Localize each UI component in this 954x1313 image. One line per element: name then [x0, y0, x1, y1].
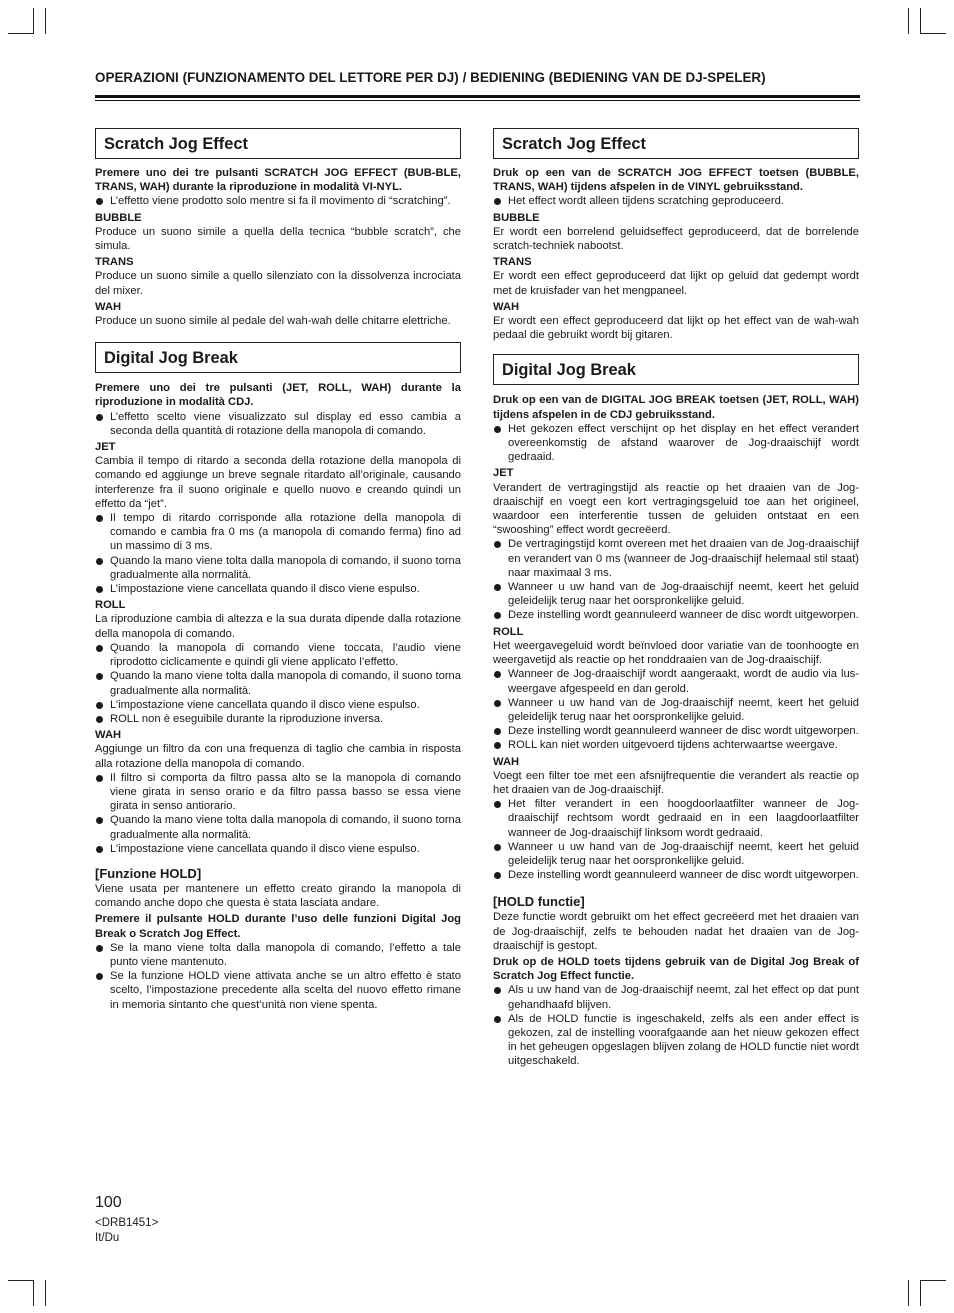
instruction-text: Druk op een van de DIGITAL JOG BREAK toetsen (JET, ROLL, WAH) tijdens afspelen in de CDJ gebruiksstand. [493, 394, 859, 421]
section-title-digital-jog-break: Digital Jog Break [95, 342, 461, 373]
body-text: Produce un suono simile al pedale del wah-wah delle chitarre elettriche. [95, 315, 451, 328]
subheading-roll: ROLL [493, 625, 524, 638]
body-text: Deze functie wordt gebruikt om het effect gecreëerd met het draaien van de Jog-draaischijf, zelfs te behouden nadat het draaien van de Jog-draaischijf is gestopt. [493, 911, 859, 952]
page-number: 100 [95, 1194, 122, 1211]
body-text: Er wordt een effect geproduceerd dat lijkt op geluid dat gedempt wordt met de kruisfader van het mengpaneel. [493, 270, 859, 297]
bullet-item: L’impostazione viene cancellata quando il disco viene espulso. [95, 698, 461, 712]
instruction-text: Druk op een van de SCRATCH JOG EFFECT toetsen (BUBBLE, TRANS, WAH) tijdens afspelen in de VINYL gebruiksstand. [493, 167, 859, 194]
crop-mark [920, 1280, 946, 1281]
subheading-trans: TRANS [493, 256, 532, 269]
subheading-wah: WAH [95, 300, 122, 313]
bullet-item: Il filtro si comporta da filtro passa alto se la manopola di comando viene girata in senso orario e da filtro passa basso se essa viene girata in senso antiorario. [95, 771, 461, 814]
body-text: Er wordt een effect geproduceerd dat lijkt op het effect van de wah-wah pedaal die gebruikt wordt bij gitaren. [493, 315, 859, 342]
bullet-item: Deze instelling wordt geannuleerd wanneer de disc wordt uitgeworpen. [493, 868, 859, 882]
subheading-roll: ROLL [95, 599, 126, 612]
subheading-bubble: BUBBLE [493, 211, 540, 224]
crop-mark [908, 8, 909, 34]
bullet-item: Quando la mano viene tolta dalla manopola di comando, il suono torna gradualmente alla normalità. [95, 669, 461, 697]
instruction-text: Premere uno dei tre pulsanti (JET, ROLL, WAH) durante la riproduzione in modalità CDJ. [95, 382, 461, 409]
subheading-jet: JET [493, 467, 514, 480]
crop-mark [45, 1280, 46, 1306]
subheading-bubble: BUBBLE [95, 211, 142, 224]
subheading-trans: TRANS [95, 256, 134, 269]
subheading-wah: WAH [493, 300, 520, 313]
bullet-item: Deze instelling wordt geannuleerd wanneer de disc wordt uitgeworpen. [493, 724, 859, 738]
header-rule-thin [95, 100, 860, 101]
body-text: Voegt een filter toe met een afsnijfrequentie die verandert als reactie op het draaien van de Jog-draaischijf. [493, 769, 859, 796]
crop-mark [33, 8, 34, 34]
header-rule-thick [95, 95, 860, 98]
bullet-item: Deze instelling wordt geannuleerd wanneer de disc wordt uitgeworpen. [493, 608, 859, 622]
bullet-item: Als u uw hand van de Jog-draaischijf neemt, zal het effect op dat punt gehandhaafd blijven. [493, 983, 859, 1011]
bullet-item: L’impostazione viene cancellata quando il disco viene espulso. [95, 582, 461, 596]
crop-mark [45, 8, 46, 34]
crop-mark [33, 1280, 34, 1306]
bullet-item: De vertragingstijd komt overeen met het draaien van de Jog-draaischijf en verandert van 0 ms (wanneer de Jog-draaischijf helemaal stil staat) naar maximaal 3 ms. [493, 537, 859, 580]
section-title-scratch-jog-effect: Scratch Jog Effect [95, 128, 461, 159]
bullet-item: Il tempo di ritardo corrisponde alla rotazione della manopola di comando e cambia fra 0 ms (a manopola di comando ferma) fino ad un massimo di 3 ms. [95, 511, 461, 554]
section-title-digital-jog-break: Digital Jog Break [493, 354, 859, 385]
crop-mark [920, 8, 921, 34]
bullet-item: Quando la manopola di comando viene toccata, l’audio viene riprodotto ciclicamente e quindi gli viene applicato l’effetto. [95, 641, 461, 669]
body-text: Cambia il tempo di ritardo a seconda della rotazione della manopola di comando ed aggiunge un breve segnale ritardato all’originale, causando interferenze fra il suono originale e quello nuovo e creando quindi un effetto da “jet”. [95, 455, 461, 510]
crop-mark [920, 1280, 921, 1306]
bullet-item: Se la funzione HOLD viene attivata anche se un altro effetto è stato scelto, l’impostazione precedente alla scelta del nuovo effetto rimane in memoria sintanto che quest’unità non viene spenta. [95, 969, 461, 1012]
document-code [95, 1216, 158, 1246]
body-text: Verandert de vertragingstijd als reactie op het draaien van de Jog-draaischijf en voegt een kort vertragingsgeluid toe aan het origineel, waardoor een interferentie tussen de geluiden ontstaat en een “swooshing” effect wordt gecreëerd. [493, 481, 859, 537]
bullet-item: Quando la mano viene tolta dalla manopola di comando, il suono torna gradualmente alla normalità. [95, 813, 461, 841]
crop-mark [8, 33, 34, 34]
subheading-wah: WAH [493, 755, 520, 768]
column-dutch [493, 128, 859, 1069]
crop-mark [8, 1280, 34, 1281]
bullet-item: Als de HOLD functie is ingeschakeld, zelfs als een ander effect is gekozen, zal de instelling voorafgaande aan het nieuw gekozen effect in het geheugen opgeslagen blijven zolang de HOLD functie niet wordt uitgeschakeld. [493, 1012, 859, 1069]
instruction-text: Premere uno dei tre pulsanti SCRATCH JOG EFFECT (BUB-BLE, TRANS, WAH) durante la riproduzione in modalità VI-NYL. [95, 167, 461, 194]
subheading-wah: WAH [95, 729, 122, 742]
document-model-code: <DRB1451> [95, 1217, 159, 1229]
body-text: Aggiunge un filtro da con una frequenza di taglio che cambia in risposta alla rotazione della manopola di comando. [95, 743, 461, 770]
bullet-item: Het gekozen effect verschijnt op het display en het effect verandert overeenkomstig de afstand waarover de Jog-draaischijf wordt gedraaid. [493, 422, 859, 465]
bullet-item: Wanneer u uw hand van de Jog-draaischijf neemt, keert het geluid geleidelijk terug naar het oorspronkelijke geluid. [493, 696, 859, 724]
bullet-item: Het effect wordt alleen tijdens scratching geproduceerd. [493, 194, 859, 208]
language-code: It/Du [95, 1232, 120, 1244]
crop-mark [920, 33, 946, 34]
bullet-item: Se la mano viene tolta dalla manopola di comando, l’effetto a tale punto viene mantenuto. [95, 941, 461, 969]
subheading-hold-function: [Funzione HOLD] [95, 865, 202, 881]
page-header-title: OPERAZIONI (FUNZIONAMENTO DEL LETTORE PER DJ) / BEDIENING (BEDIENING VAN DE DJ-SPELER) [95, 70, 766, 85]
body-text: La riproduzione cambia di altezza e la sua durata dipende dalla rotazione della manopola di comando. [95, 613, 461, 640]
bullet-item: Wanneer u uw hand van de Jog-draaischijf neemt, keert het geluid geleidelijk terug naar het oorspronkelijke geluid. [493, 580, 859, 608]
bullet-item: ROLL non è eseguibile durante la riproduzione inversa. [95, 712, 461, 726]
body-text: Het weergavegeluid wordt beïnvloed door variatie van de toonhoogte en weergavetijd als reactie op het ronddraaien van de Jog-draaischijf. [493, 639, 859, 667]
bullet-item: ROLL kan niet worden uitgevoerd tijdens achterwaartse weergave. [493, 738, 859, 752]
bullet-item: Wanneer u uw hand van de Jog-draaischijf neemt, keert het geluid geleidelijk terug naar het oorspronkelijke geluid. [493, 840, 859, 868]
bullet-item: Wanneer de Jog-draaischijf wordt aangeraakt, wordt de audio via lus-weergave afgespeeld en dan gerold. [493, 667, 859, 695]
subheading-jet: JET [95, 441, 116, 454]
bullet-item: Het filter verandert in een hoogdoorlaatfilter wanneer de Jog-draaischijf rechtsom wordt gedraaid en in een laagdoorlaatfilter wanneer de Jog-draaischijf linksom wordt gedraaid. [493, 797, 859, 840]
column-italian [95, 128, 461, 1012]
body-text: Produce un suono simile a quello silenziato con la dissolvenza incrociata del mixer. [95, 270, 461, 297]
bullet-item: L’impostazione viene cancellata quando il disco viene espulso. [95, 842, 461, 856]
bullet-item: L’effetto scelto viene visualizzato sul display ed esso cambia a seconda della quantità di rotazione della manopola di comando. [95, 410, 461, 438]
bullet-item: Quando la mano viene tolta dalla manopola di comando, il suono torna gradualmente alla normalità. [95, 554, 461, 582]
body-text: Er wordt een borrelend geluidseffect geproduceerd, dat de borrelende scratch-techniek nabootst. [493, 225, 859, 253]
crop-mark [908, 1280, 909, 1306]
bullet-item: L’effetto viene prodotto solo mentre si fa il movimento di “scratching”. [95, 194, 461, 208]
instruction-text: Druk op de HOLD toets tijdens gebruik van de Digital Jog Break of Scratch Jog Effect functie. [493, 955, 859, 983]
section-title-scratch-jog-effect: Scratch Jog Effect [493, 128, 859, 159]
body-text: Produce un suono simile a quella della tecnica “bubble scratch”, che simula. [95, 225, 461, 253]
instruction-text: Premere il pulsante HOLD durante l’uso delle funzioni Digital Jog Break o Scratch Jog Effect. [95, 913, 461, 940]
subheading-hold-function: [HOLD functie] [493, 894, 585, 910]
body-text: Viene usata per mantenere un effetto creato girando la manopola di comando anche dopo che questa è stata lasciata andare. [95, 882, 461, 910]
